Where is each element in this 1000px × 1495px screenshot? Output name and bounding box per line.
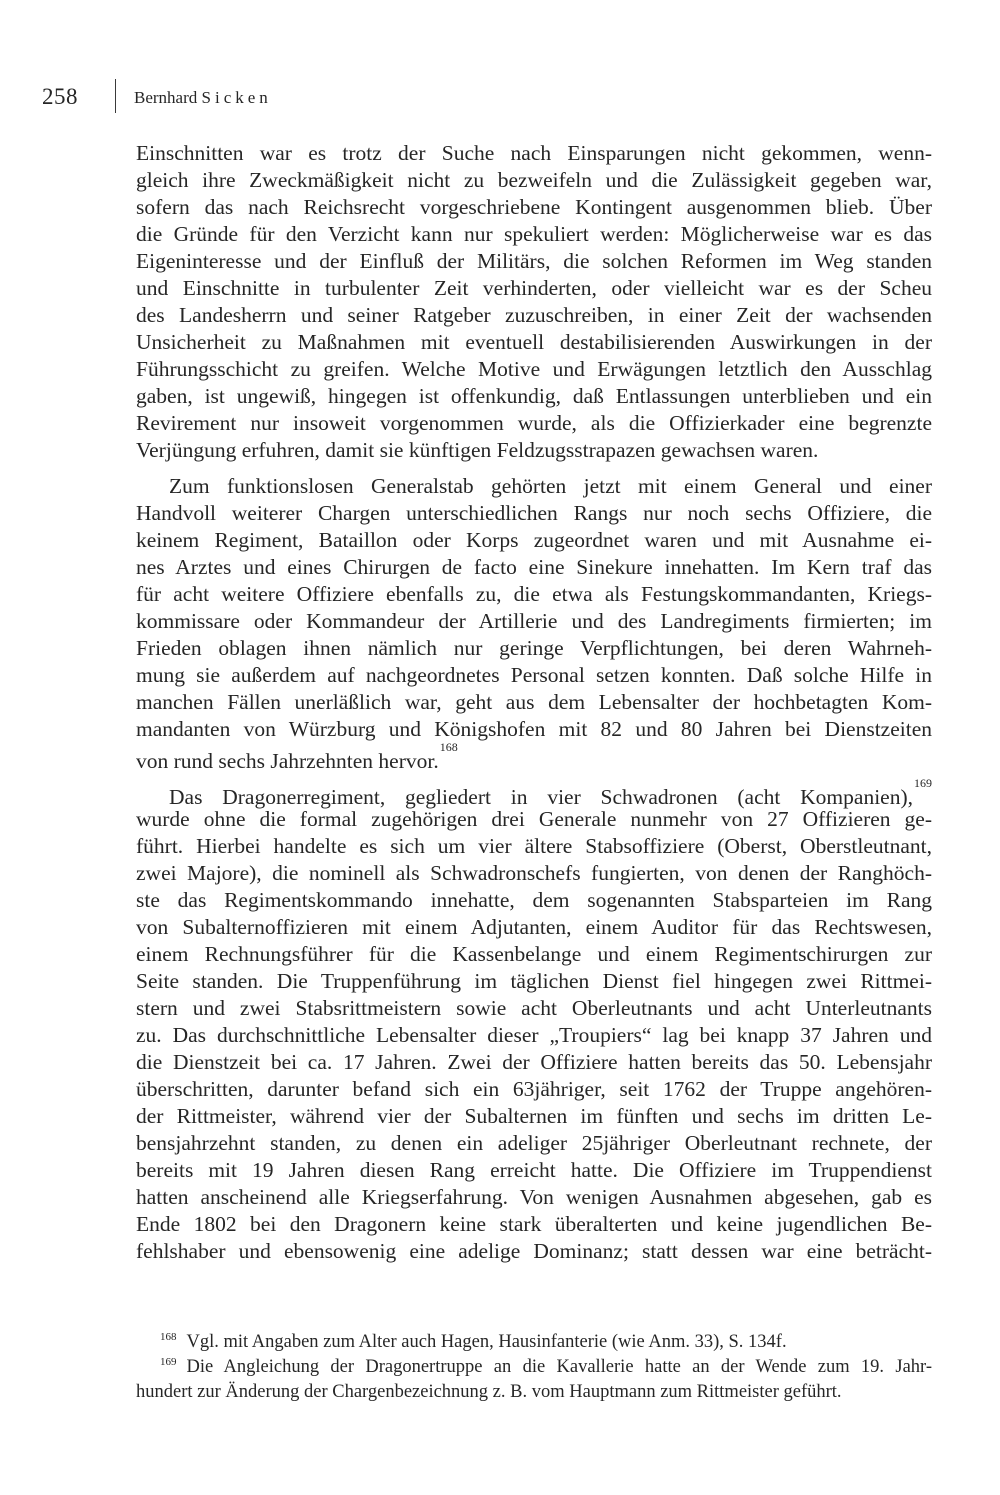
footnotes: [136, 1330, 932, 1405]
text-line: ste das Regimentskommando innehatte, dem sogenannten Stabsparteien im Rang: [136, 888, 932, 912]
text-line: Verjüngung erfuhren, damit sie künftigen Feldzugsstrapazen gewachsen waren.: [136, 438, 819, 462]
text-line-content: Das Dragonerregiment, gegliedert in vier Schwadronen (acht Kompanien),: [169, 785, 913, 810]
text-line: nes Arztes und eines Chirurgen de facto eine Sinekure innehatten. Im Kern traf das: [136, 555, 932, 579]
paragraph-3: [136, 776, 932, 1265]
text-line: gleich ihre Zweckmäßigkeit nicht zu bezweifeln und die Zulässigkeit gegeben war,: [136, 168, 932, 192]
text-line: gaben, ist ungewiß, hingegen ist offenkundig, daß Entlassungen unterblieben und ein: [136, 384, 932, 408]
text-line: die Dienstzeit bei ca. 17 Jahren. Zwei der Offiziere hatten bereits das 50. Lebensjahr: [136, 1050, 932, 1074]
text-line: führt. Hierbei handelte es sich um vier ältere Stabsoffiziere (Oberst, Oberstleutnant,: [136, 834, 932, 858]
text-line-content: von rund sechs Jahrzehnten hervor.: [136, 749, 439, 774]
body-text: [136, 140, 932, 1265]
text-line: für acht weitere Offiziere ebenfalls zu, die etwa als Festungskommandanten, Kriegs-: [136, 582, 932, 606]
text-line: hatten anscheinend alle Kriegserfahrung. Von wenigen Ausnahmen abgesehen, gab es: [136, 1185, 932, 1209]
text-line: die Gründe für den Verzicht kann nur spekuliert werden: Möglicherweise war es das: [136, 222, 932, 246]
author-surname: Sicken: [201, 88, 272, 107]
author-first-name: Bernhard: [134, 88, 198, 107]
text-line: Revirement nur insoweit vorgenommen wurde, als die Offizierkader eine begrenzte: [136, 411, 932, 435]
header-divider: [115, 79, 116, 113]
text-line: kommissare oder Kommandeur der Artillerie und des Landregiments firmierten; im: [136, 609, 932, 633]
text-line: keinem Regiment, Bataillon oder Korps zugeordnet waren und mit Ausnahme ei-: [136, 528, 932, 552]
text-line: einem Rechnungsführer für die Kassenbelange und einem Regimentschirurgen zur: [136, 942, 932, 966]
text-line: Führungsschicht zu greifen. Welche Motive und Erwägungen letztlich den Ausschlag: [136, 357, 932, 381]
text-line: Seite standen. Die Truppenführung im täglichen Dienst fiel hingegen zwei Rittmei-: [136, 969, 932, 993]
footnote-number: 169: [160, 1356, 177, 1368]
text-line: Unsicherheit zu Maßnahmen mit eventuell destabilisierenden Auswirkungen in der: [136, 330, 932, 354]
text-line: zu. Das durchschnittliche Lebensalter dieser „Troupiers“ lag bei knapp 37 Jahren und: [136, 1023, 932, 1047]
text-line: sofern das nach Reichsrecht vorgeschriebene Kontingent ausgenommen blieb. Über: [136, 195, 932, 219]
footnote-number: 168: [160, 1331, 177, 1343]
page-number: 258: [42, 84, 78, 109]
footnote-reference[interactable]: 169: [914, 776, 932, 790]
text-line: Eigeninteresse und der Einfluß der Militärs, die solchen Reformen im Weg standen: [136, 249, 932, 273]
text-line: von Subalternoffizieren mit einem Adjutanten, einem Auditor für das Rechtswesen,: [136, 915, 932, 939]
text-line: der Rittmeister, während vier der Subalternen im fünften und sechs im dritten Le-: [136, 1104, 932, 1128]
footnote-reference[interactable]: 168: [439, 740, 458, 754]
text-line: des Landesherrn und seiner Ratgeber zuzuschreiben, in einer Zeit der wachsenden: [136, 303, 932, 327]
text-line: Frieden oblagen ihnen nämlich nur geringe Verpflichtungen, bei deren Wahrneh-: [136, 636, 932, 660]
text-line: fehlshaber und ebensowenig eine adelige Dominanz; statt dessen war eine beträcht-: [136, 1239, 932, 1263]
footnote-169-continuation: hundert zur Änderung der Chargenbezeichnung z. B. vom Hauptmann zum Rittmeister geführt.: [136, 1382, 842, 1402]
text-line: [136, 776, 932, 810]
text-line: Handvoll weiterer Chargen unterschiedlichen Rangs nur noch sechs Offiziere, die: [136, 501, 932, 525]
footnote-169: [136, 1355, 932, 1380]
text-line: Ende 1802 bei den Dragonern keine stark überalterten und keine jugendlichen Be-: [136, 1212, 932, 1236]
text-line: wurde ohne die formal zugehörigen drei Generale nunmehr von 27 Offizieren ge-: [136, 807, 932, 831]
text-line: mandanten von Würzburg und Königshofen mit 82 und 80 Jahren bei Dienstzeiten: [136, 717, 932, 741]
text-line: überschritten, darunter befand sich ein 63jähriger, seit 1762 der Truppe angehören-: [136, 1077, 932, 1101]
text-line: [136, 740, 932, 774]
running-author: [134, 88, 272, 108]
text-line: stern und zwei Stabsrittmeistern sowie acht Oberleutnants und acht Unterleutnants: [136, 996, 932, 1020]
text-line: zwei Majore), die nominell als Schwadronschefs fungierten, von denen der Ranghöch-: [136, 861, 932, 885]
text-line: Einschnitten war es trotz der Suche nach Einsparungen nicht gekommen, wenn-: [136, 141, 932, 165]
text-line: bensjahrzehnt standen, zu denen ein adeliger 25jähriger Oberleutnant rechnete, der: [136, 1131, 932, 1155]
text-line: Zum funktionslosen Generalstab gehörten jetzt mit einem General und einer: [169, 474, 932, 498]
text-line: bereits mit 19 Jahren diesen Rang erreicht hatte. Die Offiziere im Truppendienst: [136, 1158, 932, 1182]
text-line: mung sie außerdem auf nachgeordnetes Personal setzen konnten. Daß solche Hilfe in: [136, 663, 932, 687]
paragraph-2: [136, 473, 932, 774]
text-line: und Einschnitte in turbulenter Zeit verhinderten, oder vielleicht war es der Scheu: [136, 276, 932, 300]
paragraph-1: [136, 140, 932, 464]
text-line: manchen Fällen unerläßlich war, geht aus dem Lebensalter der hochbetagten Kom-: [136, 690, 932, 714]
footnote-text: Vgl. mit Angaben zum Alter auch Hagen, Hausinfanterie (wie Anm. 33), S. 134f.: [186, 1332, 787, 1352]
footnote-168: [136, 1330, 932, 1355]
footnote-text: Die Angleichung der Dragonertruppe an die Kavallerie hatte an der Wende zum 19. Jahr-: [186, 1357, 932, 1377]
